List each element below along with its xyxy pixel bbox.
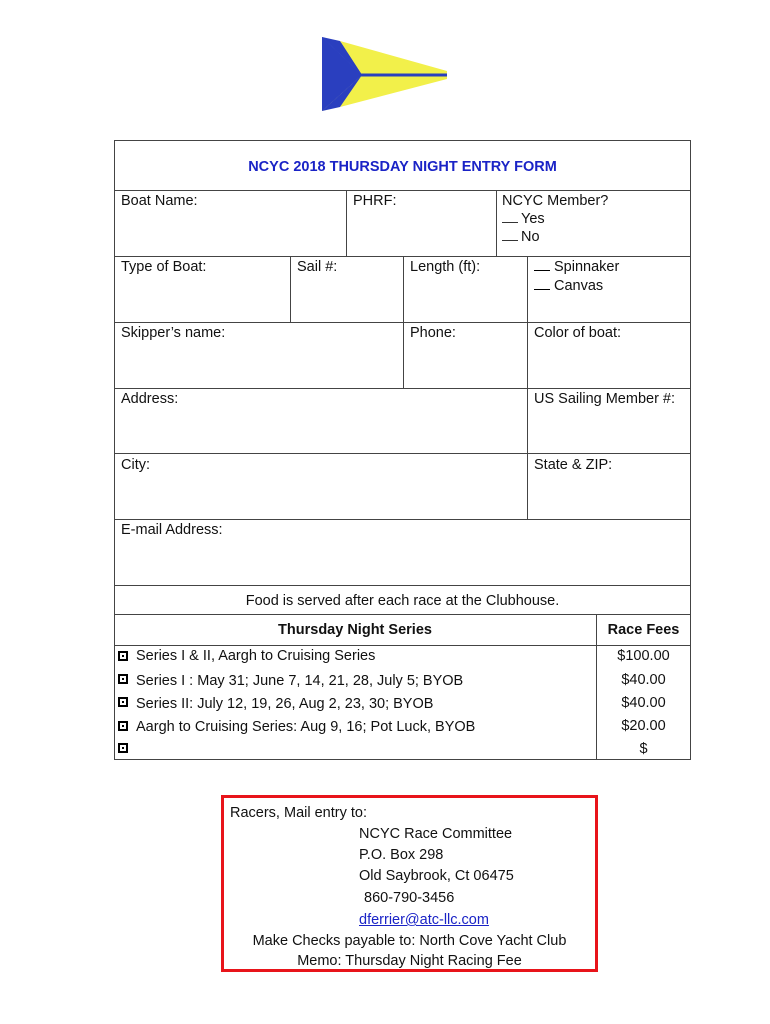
food-note: Food is served after each race at the Clubhouse. — [245, 593, 560, 609]
divider — [527, 256, 528, 519]
divider — [114, 388, 691, 389]
mail-checks: Make Checks payable to: North Cove Yacht Club — [252, 933, 567, 949]
canvas-blank[interactable] — [534, 277, 550, 290]
ncyc-member-label: NCYC Member? — [502, 193, 609, 209]
boat-name-field[interactable]: Boat Name: — [121, 193, 198, 209]
fees-header: Race Fees — [607, 622, 680, 638]
series-label: Aargh to Cruising Series: Aug 9, 16; Pot Luck, BYOB — [136, 719, 476, 735]
canvas-option[interactable] — [534, 277, 603, 295]
no-label: No — [521, 229, 540, 245]
checkbox-icon[interactable] — [118, 743, 128, 753]
sail-number-field[interactable]: Sail #: — [297, 259, 338, 275]
series-label: Series I & II, Aargh to Cruising Series — [136, 648, 376, 664]
series-fee: $100.00 — [617, 648, 670, 664]
ncyc-member-yes[interactable] — [502, 210, 545, 228]
checkbox-icon[interactable] — [118, 721, 128, 731]
divider — [403, 256, 404, 388]
series-fee: $40.00 — [621, 695, 666, 711]
divider — [114, 645, 691, 646]
checkbox-icon[interactable] — [118, 651, 128, 661]
mail-phone: 860-790-3456 — [364, 890, 455, 906]
us-sailing-member-field[interactable]: US Sailing Member #: — [534, 391, 676, 407]
entry-form — [114, 140, 691, 760]
email-field[interactable]: E-mail Address: — [121, 522, 223, 538]
divider — [290, 256, 291, 322]
mail-email-link[interactable]: dferrier@atc-llc.com — [359, 912, 489, 928]
canvas-label: Canvas — [554, 278, 604, 294]
mail-city: Old Saybrook, Ct 06475 — [359, 868, 514, 884]
burgee-flag-icon — [322, 37, 447, 111]
yes-label: Yes — [521, 211, 545, 227]
checkbox-icon[interactable] — [118, 697, 128, 707]
divider — [114, 453, 691, 454]
series-fee: $20.00 — [621, 718, 666, 734]
divider — [114, 519, 691, 520]
divider — [346, 190, 347, 256]
boat-color-field[interactable]: Color of boat: — [534, 325, 622, 341]
form-title: NCYC 2018 THURSDAY NIGHT ENTRY FORM — [248, 159, 557, 175]
mail-instructions-box — [221, 795, 598, 972]
series-label: Series I : May 31; June 7, 14, 21, 28, July 5; BYOB — [136, 673, 464, 689]
skipper-name-field[interactable]: Skipper’s name: — [121, 325, 226, 341]
spinnaker-option[interactable] — [534, 258, 619, 276]
phrf-field[interactable]: PHRF: — [353, 193, 397, 209]
divider — [114, 585, 691, 586]
checkbox-icon[interactable] — [118, 674, 128, 684]
mail-committee: NCYC Race Committee — [359, 826, 513, 842]
mail-intro: Racers, Mail entry to: — [230, 805, 367, 821]
length-field[interactable]: Length (ft): — [410, 259, 481, 275]
series-label: Series II: July 12, 19, 26, Aug 2, 23, 30; BYOB — [136, 696, 434, 712]
mail-memo: Memo: Thursday Night Racing Fee — [297, 953, 522, 969]
mail-po-box: P.O. Box 298 — [359, 847, 444, 863]
address-field[interactable]: Address: — [121, 391, 179, 407]
divider — [114, 614, 691, 615]
spinnaker-blank[interactable] — [534, 258, 550, 271]
city-field[interactable]: City: — [121, 457, 150, 473]
state-zip-field[interactable]: State & ZIP: — [534, 457, 613, 473]
phone-field[interactable]: Phone: — [410, 325, 456, 341]
series-fee: $40.00 — [621, 672, 666, 688]
type-of-boat-field[interactable]: Type of Boat: — [121, 259, 207, 275]
spinnaker-label: Spinnaker — [554, 259, 620, 275]
series-header: Thursday Night Series — [278, 622, 432, 638]
divider — [114, 190, 691, 191]
yes-blank[interactable] — [502, 210, 518, 223]
no-blank[interactable] — [502, 228, 518, 241]
series-fee: $ — [639, 741, 648, 757]
ncyc-member-no[interactable] — [502, 228, 540, 246]
divider — [496, 190, 497, 256]
